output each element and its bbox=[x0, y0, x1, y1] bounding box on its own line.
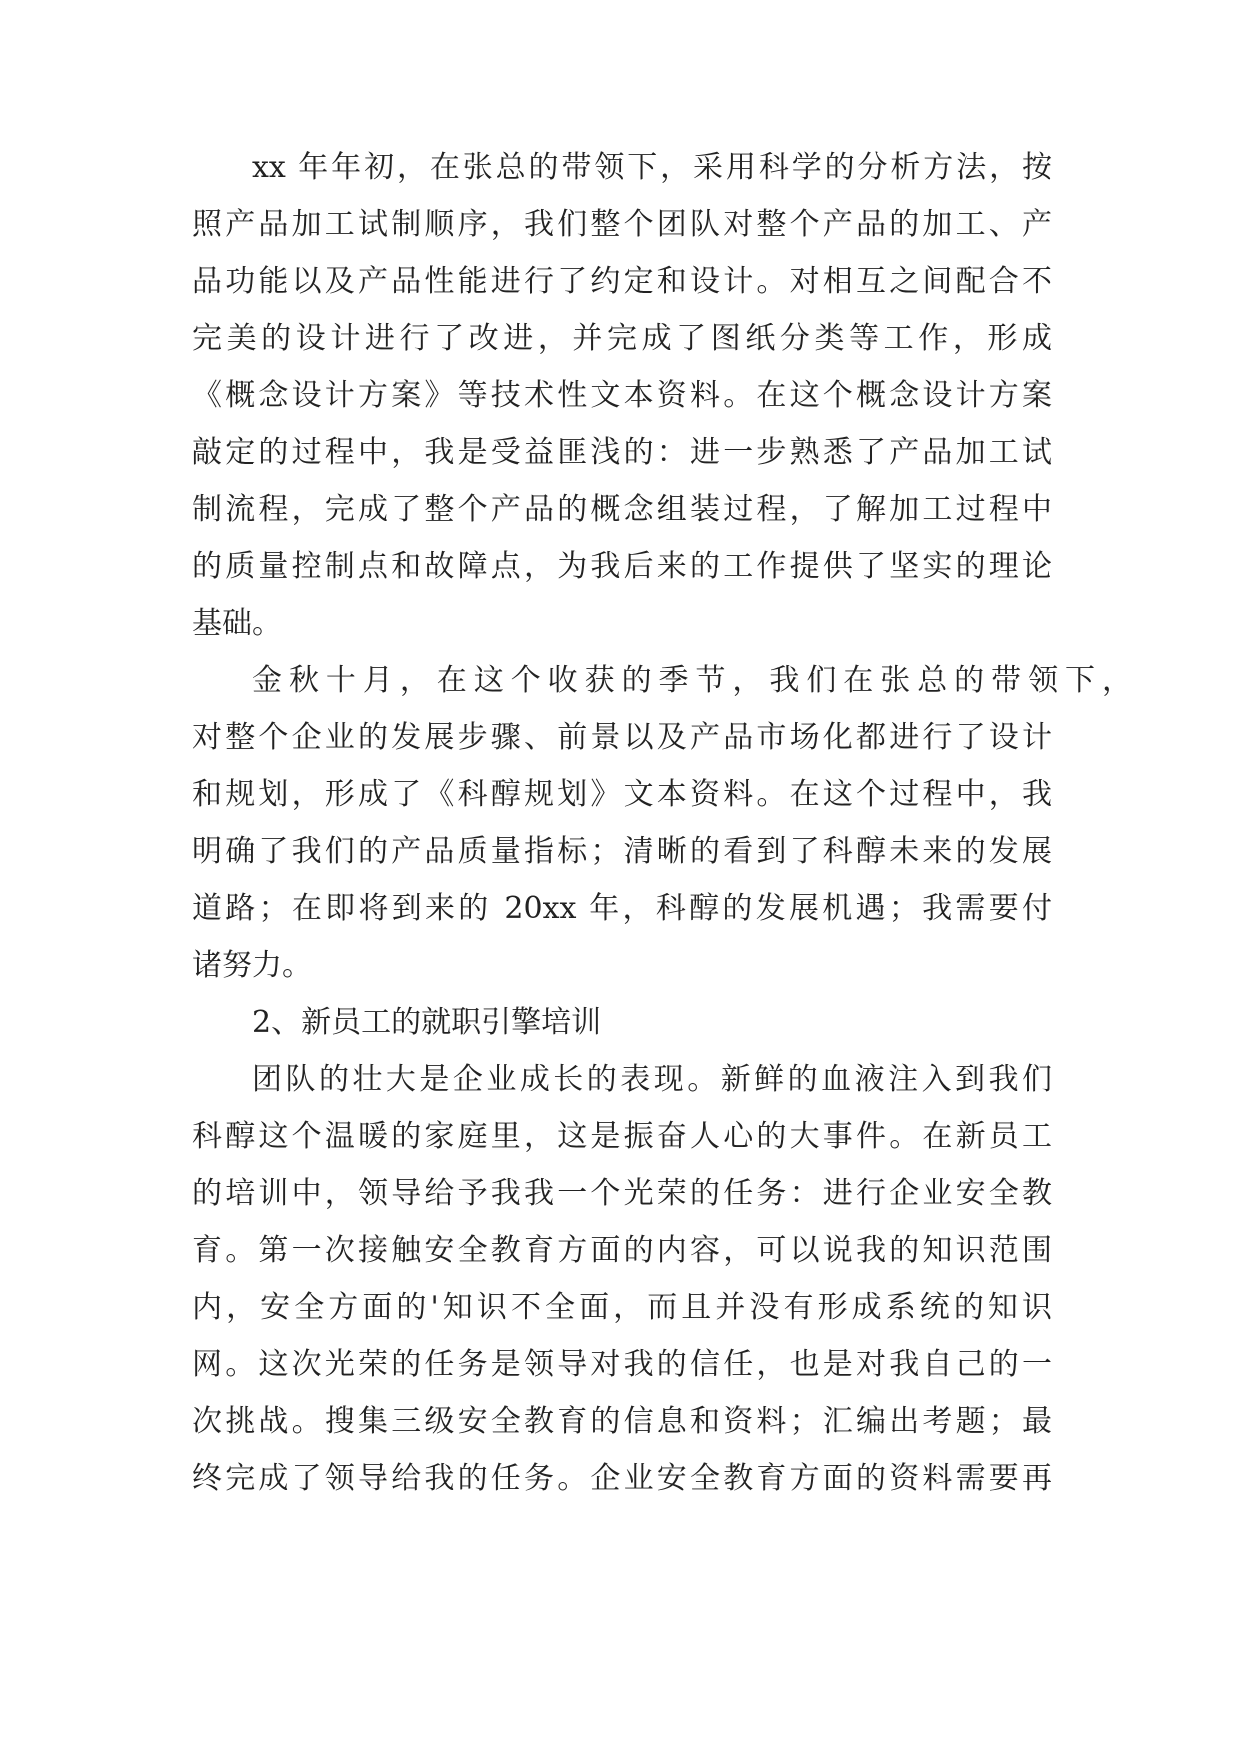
text-line: 的质量控制点和故障点，为我后来的工作提供了坚实的理论 bbox=[192, 549, 1052, 584]
text-line: 的培训中，领导给予我我一个光荣的任务：进行企业安全教 bbox=[192, 1176, 1052, 1211]
text-line: 敲定的过程中，我是受益匪浅的：进一步熟悉了产品加工试 bbox=[192, 435, 1052, 470]
text-line: 《概念设计方案》等技术性文本资料。在这个概念设计方案 bbox=[192, 378, 1052, 413]
text-line: 完美的设计进行了改进，并完成了图纸分类等工作，形成 bbox=[192, 321, 1052, 356]
section-heading: 2、新员工的就职引擎培训 bbox=[252, 1005, 602, 1040]
text-line: 金秋十月，在这个收获的季节，我们在张总的带领下， bbox=[252, 663, 1132, 698]
text-line: 道路；在即将到来的 20xx 年，科醇的发展机遇；我需要付 bbox=[192, 891, 1052, 926]
text-line: xx 年年初，在张总的带领下，采用科学的分析方法，按 bbox=[252, 150, 1052, 185]
text-line: 育。第一次接触安全教育方面的内容，可以说我的知识范围 bbox=[192, 1233, 1052, 1268]
text-line: 对整个企业的发展步骤、前景以及产品市场化都进行了设计 bbox=[192, 720, 1052, 755]
text-line: 品功能以及产品性能进行了约定和设计。对相互之间配合不 bbox=[192, 264, 1052, 299]
text-line: 照产品加工试制顺序，我们整个团队对整个产品的加工、产 bbox=[192, 207, 1052, 242]
text-line: 终完成了领导给我的任务。企业安全教育方面的资料需要再 bbox=[192, 1461, 1052, 1496]
text-line: 明确了我们的产品质量指标；清晰的看到了科醇未来的发展 bbox=[192, 834, 1052, 869]
text-line: 团队的壮大是企业成长的表现。新鲜的血液注入到我们 bbox=[252, 1062, 1052, 1097]
text-line: 科醇这个温暖的家庭里，这是振奋人心的大事件。在新员工 bbox=[192, 1119, 1052, 1154]
text-line: 诸努力。 bbox=[192, 948, 312, 983]
text-line: 制流程，完成了整个产品的概念组装过程，了解加工过程中 bbox=[192, 492, 1052, 527]
text-line: 内，安全方面的'知识不全面，而且并没有形成系统的知识 bbox=[192, 1290, 1052, 1325]
text-line: 基础。 bbox=[192, 606, 282, 641]
text-line: 网。这次光荣的任务是领导对我的信任，也是对我自己的一 bbox=[192, 1347, 1052, 1382]
text-line: 和规划，形成了《科醇规划》文本资料。在这个过程中，我 bbox=[192, 777, 1052, 812]
text-line: 次挑战。搜集三级安全教育的信息和资料；汇编出考题；最 bbox=[192, 1404, 1052, 1439]
